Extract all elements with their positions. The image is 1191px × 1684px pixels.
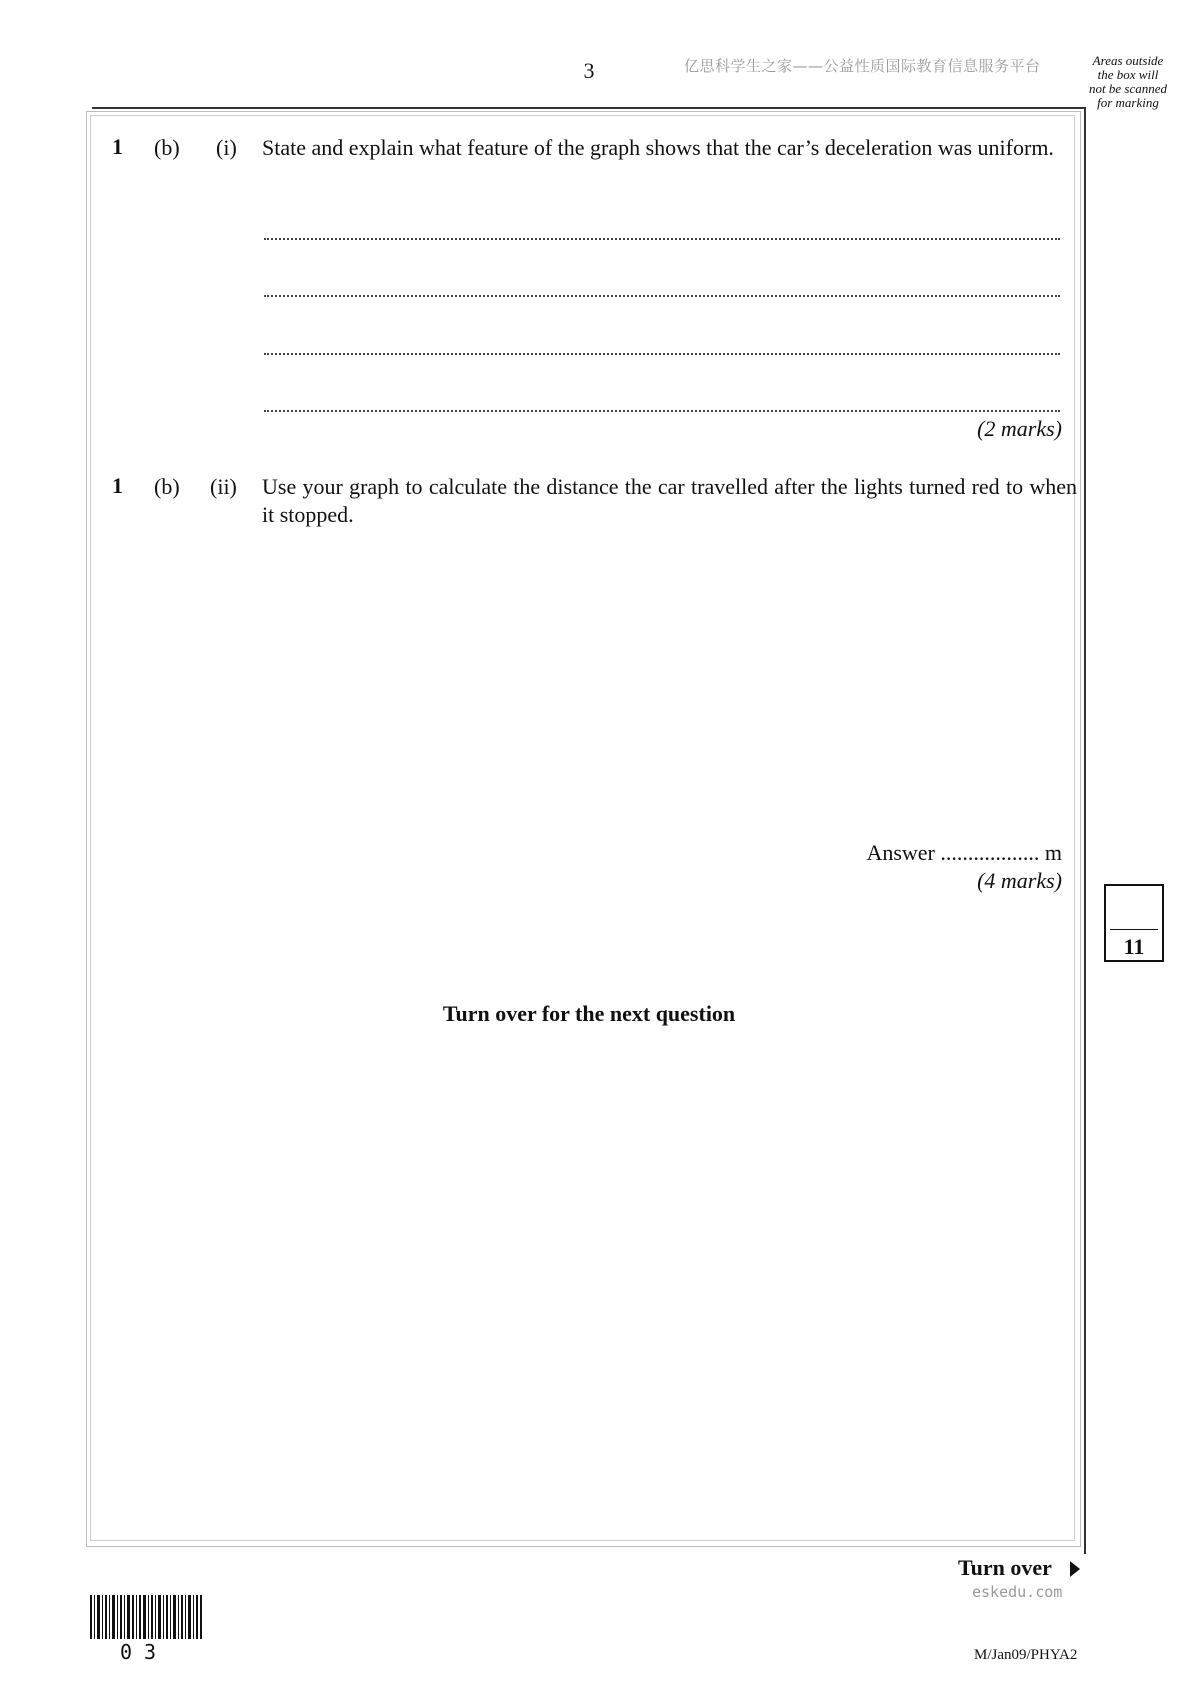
paper-code: M/Jan09/PHYA2 <box>974 1647 1078 1663</box>
barcode-icon <box>90 1595 202 1639</box>
answer-line[interactable] <box>264 295 1060 297</box>
barcode-number: 03 <box>120 1640 169 1664</box>
header-watermark: 亿思科学生之家——公益性质国际教育信息服务平台 <box>684 57 1041 75</box>
top-rule <box>92 107 1086 109</box>
question-part: (b) <box>154 135 180 160</box>
question-text: Use your graph to calculate the distance the car travelled after the lights turned red to when it stopped. <box>262 474 1077 527</box>
marks-label: (4 marks) <box>977 868 1062 893</box>
right-margin-rule <box>1084 107 1086 1554</box>
score-divider <box>1110 929 1158 930</box>
answer-line[interactable] <box>264 238 1060 240</box>
question-text: State and explain what feature of the graph shows that the car’s deceleration was uniform. <box>262 135 1054 160</box>
marks-label: (2 marks) <box>977 416 1062 441</box>
question-subpart: (ii) <box>210 474 237 499</box>
question-part: (b) <box>154 474 180 499</box>
question-number: 1 <box>112 134 123 159</box>
footer-watermark: eskedu.com <box>972 1583 1063 1601</box>
question-number: 1 <box>112 473 123 498</box>
margin-note-line: Areas outside <box>1092 53 1164 68</box>
margin-note-line: for marking <box>1097 95 1159 110</box>
margin-note-line: the box will <box>1097 67 1159 82</box>
score-total: 11 <box>1123 934 1145 959</box>
turn-over-next-question: Turn over for the next question <box>442 1001 736 1026</box>
turn-over-label: Turn over <box>958 1555 1052 1580</box>
answer-field[interactable]: Answer .................. m <box>866 840 1062 865</box>
page-number: 3 <box>583 58 595 83</box>
margin-note-line: not be scanned <box>1089 81 1167 96</box>
question-subpart: (i) <box>216 135 237 160</box>
answer-line[interactable] <box>264 353 1060 355</box>
margin-note <box>1078 54 1178 110</box>
answer-frame-inner <box>90 115 1075 1541</box>
arrow-right-icon <box>1070 1561 1080 1577</box>
answer-line[interactable] <box>264 410 1060 412</box>
